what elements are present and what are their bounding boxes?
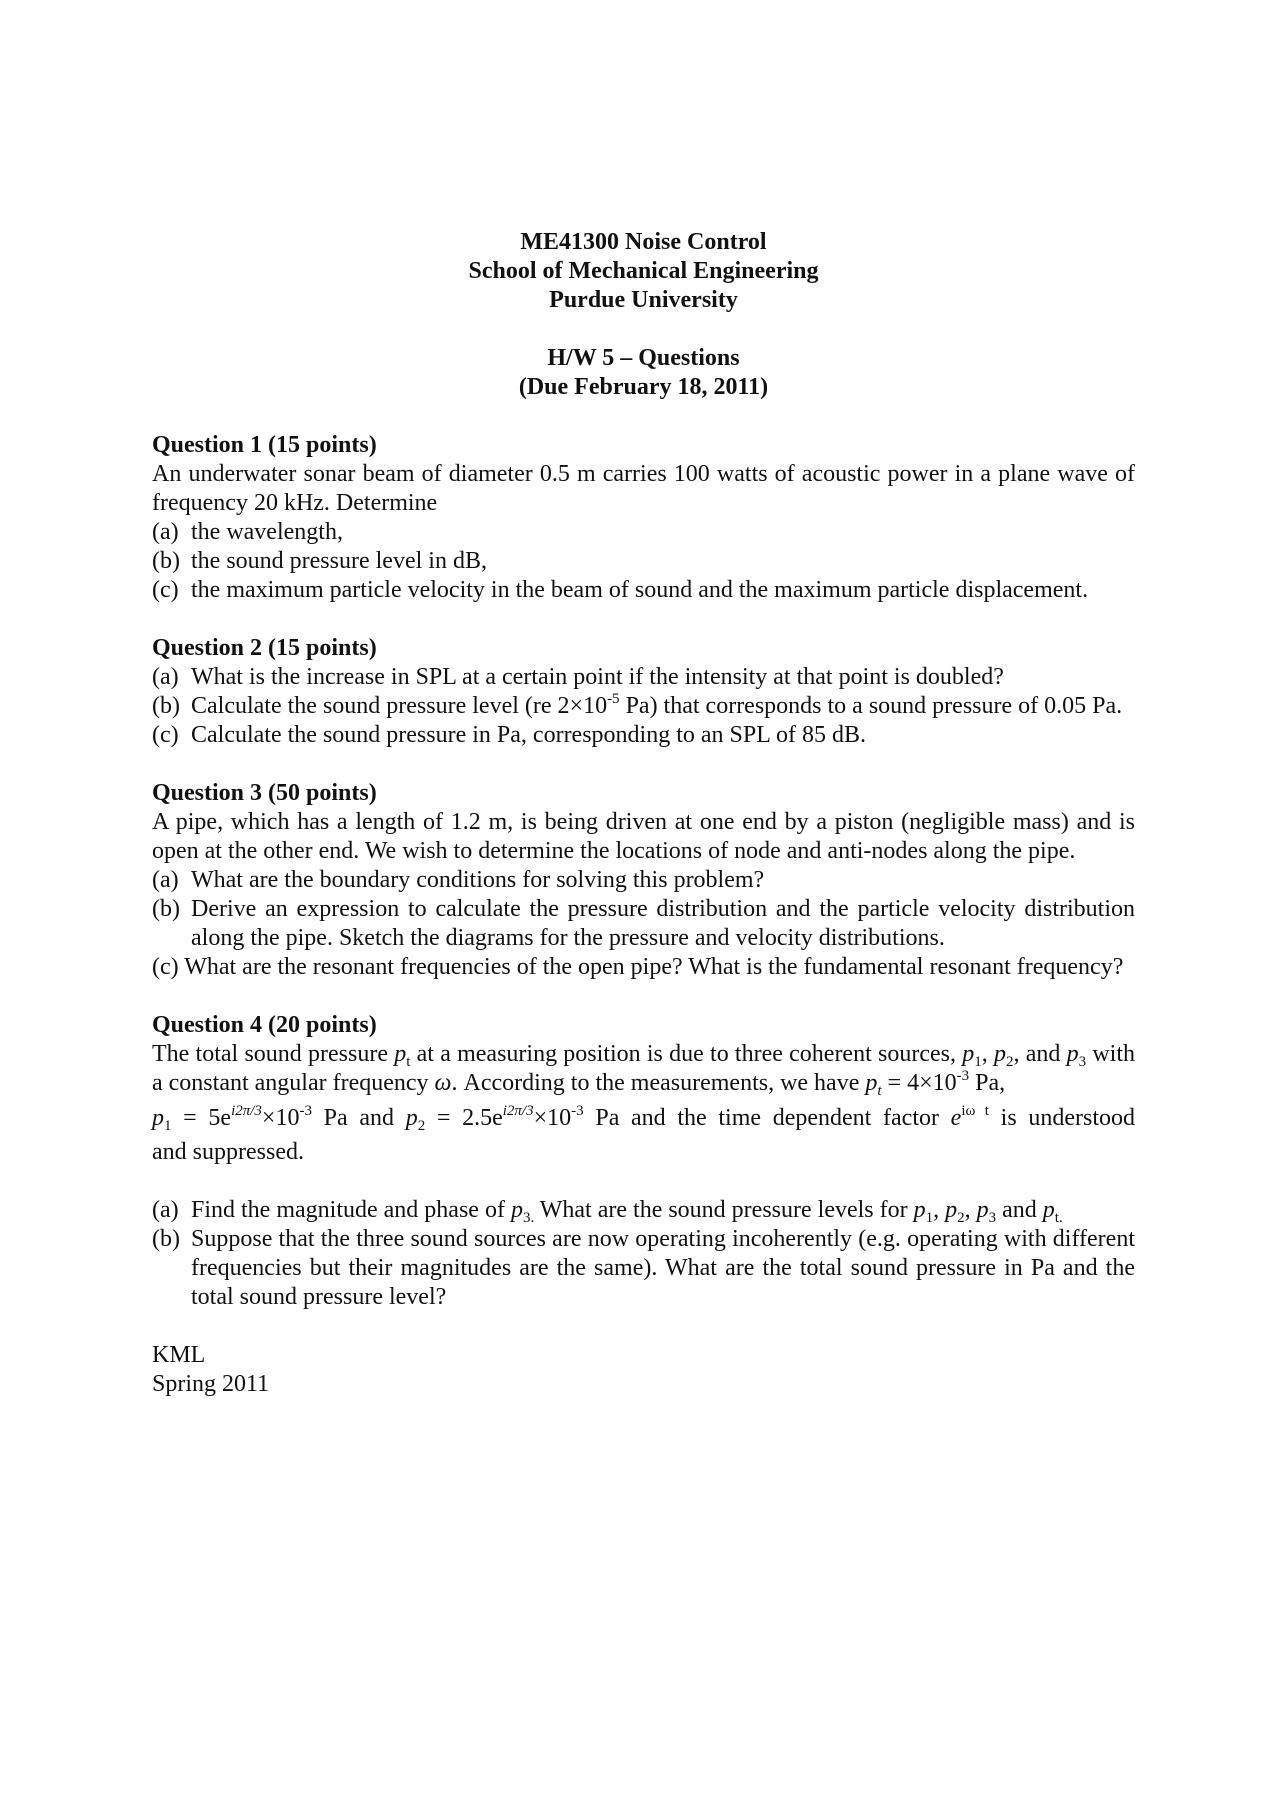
question-1-intro: An underwater sonar beam of diameter 0.5 m carries 100 watts of acoustic power in a plane wave of frequency 20 kHz. Determine <box>152 461 1135 516</box>
item-label: (b) <box>152 896 180 922</box>
school-name: School of Mechanical Engineering <box>468 258 819 284</box>
question-1-item-a <box>152 518 1135 547</box>
question-3-title: Question 3 (50 points) <box>152 780 377 806</box>
question-4-item-a <box>152 1196 1135 1225</box>
item-label: (b) <box>152 693 180 719</box>
document-page <box>152 228 1135 1399</box>
item-text: the sound pressure level in dB, <box>191 548 487 574</box>
question-3-item-c: (c) What are the resonant frequencies of the open pipe? What is the fundamental resonant frequency? <box>152 954 1124 980</box>
item-label: (a) <box>152 519 179 545</box>
item-label: (c) <box>152 722 179 748</box>
item-text: the wavelength, <box>191 519 343 545</box>
question-4-equations: $p_1 = 5e^{i2\pi/3}\times 10^{-3}$ Pa and $p_2 = 2.5e^{i2\pi/3}\times 10^{-3}$ Pa and the time dependent factor $e^{i\omega t}$ is understood <box>152 1103 1136 1134</box>
question-1-title: Question 1 (15 points) <box>152 432 377 458</box>
question-3-intro: A pipe, which has a length of 1.2 m, is being driven at one end by a piston (negligible mass) and is open at the other end. We wish to determine the locations of node and anti-nodes along the pipe. <box>152 809 1135 864</box>
question-1-item-c <box>152 576 1135 605</box>
question-2-item-c <box>152 721 1135 750</box>
question-3 <box>152 779 1135 982</box>
item-text: Calculate the sound pressure in Pa, corresponding to an SPL of 85 dB. <box>191 722 866 748</box>
omega-symbol: ω <box>434 1070 452 1096</box>
question-3-item-a <box>152 866 1135 895</box>
question-2 <box>152 634 1135 750</box>
item-text: What are the boundary conditions for solving this problem? <box>191 867 765 893</box>
exponent: -5 <box>607 691 620 707</box>
due-date: (Due February 18, 2011) <box>518 374 769 400</box>
assignment-title: H/W 5 – Questions <box>547 345 740 371</box>
item-text: Suppose that the three sound sources are now operating incoherently (e.g. operating with different frequencies but their magnitudes are the same). What are the total sound pressure in Pa and the total sound pressure level? <box>191 1226 1135 1310</box>
question-2-title: Question 2 (15 points) <box>152 635 377 661</box>
course-title: ME41300 Noise Control <box>520 229 767 255</box>
item-text: the maximum particle velocity in the beam of sound and the maximum particle displacement. <box>191 577 1089 603</box>
question-3-item-b <box>152 895 1135 953</box>
item-label: (a) <box>152 1197 179 1223</box>
question-4-intro-end: and suppressed. <box>152 1139 304 1165</box>
item-text: Calculate the sound pressure level (re $2\times 10^{-5}$ Pa) that corresponds to a sound pressure of 0.05 Pa. <box>191 691 1123 719</box>
question-1 <box>152 431 1135 605</box>
question-4 <box>152 1011 1135 1312</box>
item-label: (b) <box>152 548 180 574</box>
item-text: Derive an expression to calculate the pressure distribution and the particle velocity distribution along the pipe. Sketch the diagrams for the pressure and velocity distributions. <box>191 896 1135 951</box>
question-4-item-b <box>152 1225 1135 1312</box>
item-label: (c) <box>152 577 179 603</box>
item-label: (b) <box>152 1226 180 1252</box>
item-text: What is the increase in SPL at a certain point if the intensity at that point is doubled? <box>191 664 1004 690</box>
question-1-item-b <box>152 547 1135 576</box>
question-4-intro: The total sound pressure $p_t$ at a measuring position is due to three coherent sources, $p_1$, $p_2$, and $p_3$ with a constant angular frequency ω. According to the measurements, we have $p_t = 4\times 10^{-3}$ Pa, <box>152 1041 1136 1099</box>
author-initials: KML <box>152 1342 206 1368</box>
signature-block <box>152 1341 1135 1399</box>
question-2-item-a <box>152 663 1135 692</box>
question-4-title: Question 4 (20 points) <box>152 1012 377 1038</box>
item-label: (a) <box>152 867 179 893</box>
term: Spring 2011 <box>152 1371 270 1397</box>
question-2-item-b <box>152 692 1135 721</box>
item-text: Find the magnitude and phase of $p_{3.}$ What are the sound pressure levels for $p_1$, $p_2$, $p_3$ and $p_{t.}$ <box>191 1197 1063 1226</box>
university-name: Purdue University <box>549 287 738 313</box>
item-label: (a) <box>152 664 179 690</box>
document-header <box>152 228 1135 402</box>
